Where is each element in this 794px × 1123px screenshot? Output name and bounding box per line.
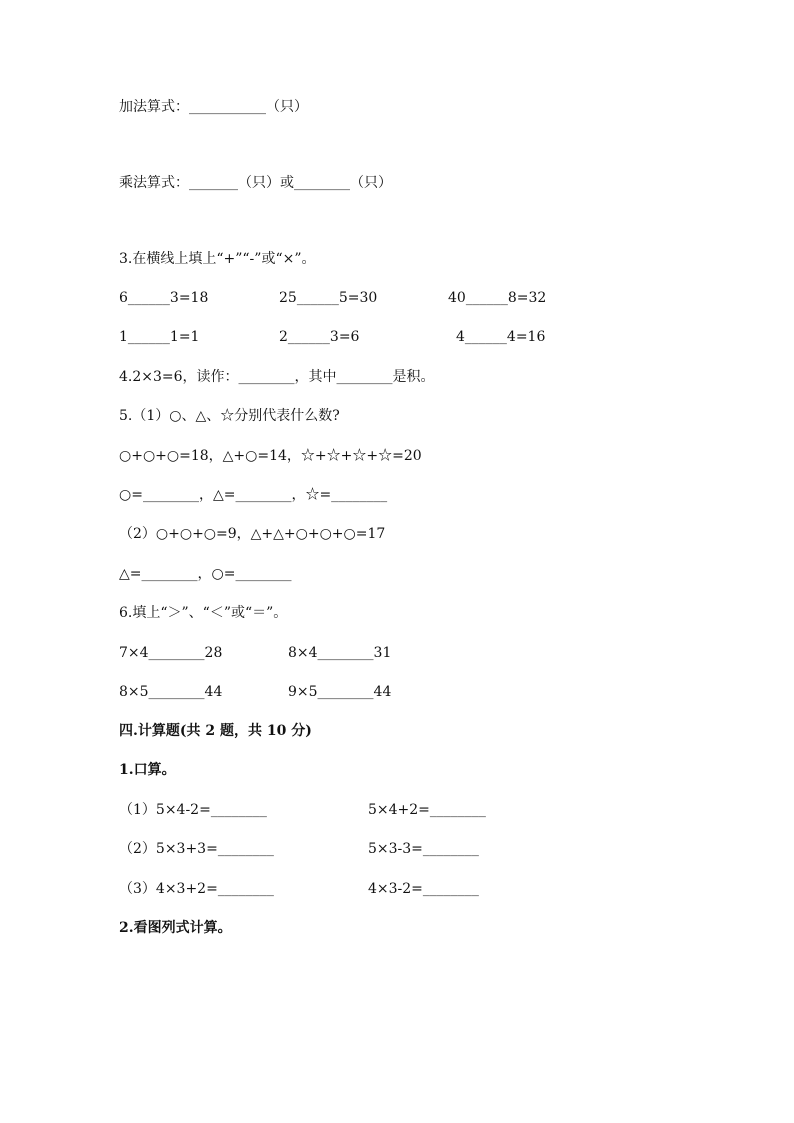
question-3-title: 3.在横线上填上“+”“-”或“×”。 xyxy=(119,251,316,267)
q5-equations-1: ○+○+○=18，△+○=14，☆+☆+☆+☆=20 xyxy=(119,448,422,464)
q3-item-5: 2______3=6 xyxy=(279,329,360,345)
multiplication-equation-line: 乘法算式：_______（只）或________（只） xyxy=(119,175,392,191)
calc-item-2: 5×4+2=________ xyxy=(368,802,486,818)
section-4-title: 四.计算题(共 2 题，共 10 分) xyxy=(119,723,312,739)
q3-item-2: 25______5=30 xyxy=(279,290,378,306)
q6-item-1: 7×4________28 xyxy=(119,645,223,661)
q3-item-4: 1______1=1 xyxy=(119,329,200,345)
q6-item-3: 8×5________44 xyxy=(119,684,223,700)
q3-item-1: 6______3=18 xyxy=(119,290,209,306)
question-6-title: 6.填上“＞”、“＜”或“＝”。 xyxy=(119,605,288,621)
section-4-q1-title: 1.口算。 xyxy=(119,762,176,778)
q3-item-3: 40______8=32 xyxy=(448,290,547,306)
addition-equation-line: 加法算式：___________（只） xyxy=(119,99,308,115)
q5-answers-2: △=________，○=________ xyxy=(119,566,292,582)
q5-equations-2: （2）○+○+○=9，△+△+○+○+○=17 xyxy=(119,526,386,542)
question-4: 4.2×3=6，读作：________，其中________是积。 xyxy=(119,369,435,385)
q6-item-2: 8×4________31 xyxy=(288,645,392,661)
calc-item-5: （3）4×3+2=________ xyxy=(119,881,274,897)
section-4-q2-title: 2.看图列式计算。 xyxy=(119,920,232,936)
q6-item-4: 9×5________44 xyxy=(288,684,392,700)
q5-answers-1: ○=________，△=________，☆=________ xyxy=(119,487,388,503)
calc-item-6: 4×3-2=________ xyxy=(368,881,479,897)
calc-item-4: 5×3-3=________ xyxy=(368,841,479,857)
calc-item-3: （2）5×3+3=________ xyxy=(119,841,274,857)
question-5-title: 5.（1）○、△、☆分别代表什么数? xyxy=(119,408,340,424)
calc-item-1: （1）5×4-2=________ xyxy=(119,802,267,818)
q3-item-6: 4______4=16 xyxy=(456,329,546,345)
